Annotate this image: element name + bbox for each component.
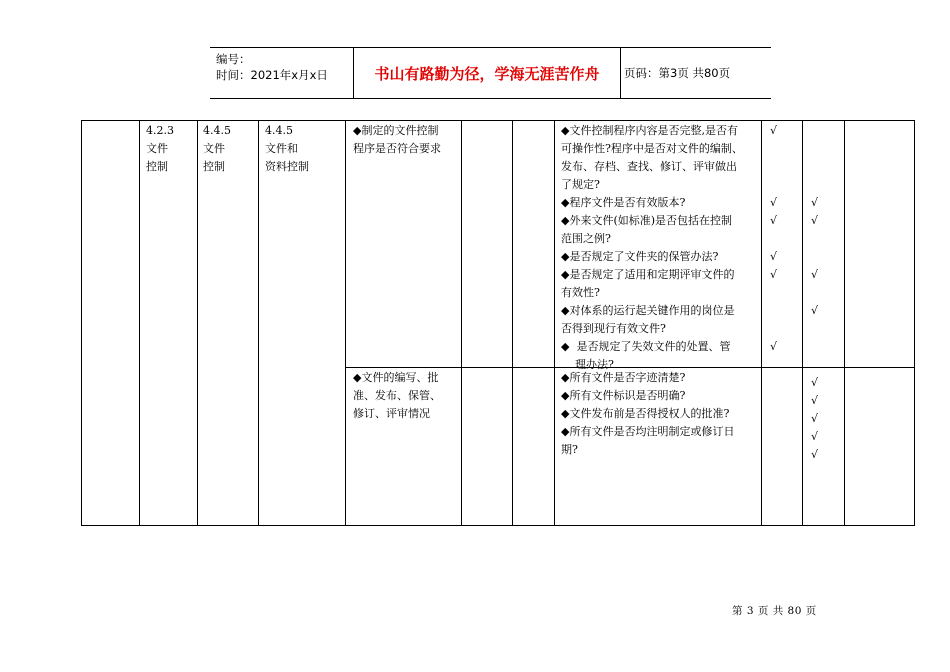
requirement-cell-1 xyxy=(353,122,458,158)
check-item-line: 可操作性?程序中是否对文件的编制、 xyxy=(561,142,743,155)
check-item-line: 范围之例? xyxy=(561,232,611,245)
requirement-line: 程序是否符合要求 xyxy=(353,142,441,155)
clause-title: 文件和 xyxy=(265,142,298,155)
clause-cell-b xyxy=(203,122,231,176)
check-mark: √ xyxy=(770,196,778,209)
check-column-1 xyxy=(766,122,802,522)
check-item-line: ◆外来文件(如标准)是否包括在控制 xyxy=(561,214,733,227)
check-item xyxy=(561,387,761,405)
check-item-line: ◆文件控制程序内容是否完整,是否有 xyxy=(561,124,738,137)
check-item-line: ◆是否规定了文件夹的保管办法? xyxy=(561,250,719,263)
check-mark: √ xyxy=(770,250,778,263)
check-mark: √ xyxy=(770,124,778,137)
check-item-line: ◆所有文件标识是否明确? xyxy=(561,389,686,402)
header-divider xyxy=(353,48,354,98)
check-mark: √ xyxy=(770,268,778,281)
table-grid-line xyxy=(258,121,259,525)
header-page-info: 页码：第3页 共80页 xyxy=(624,66,731,80)
check-item xyxy=(561,369,761,387)
check-item xyxy=(561,194,761,212)
requirement-line: ◆文件的编写、批 xyxy=(353,371,439,384)
clause-title: 文件 xyxy=(146,142,168,155)
check-items-1 xyxy=(561,122,761,374)
clause-number: 4.4.5 xyxy=(203,124,231,137)
check-item xyxy=(561,266,761,302)
document-time-label: 时间：2021年x月x日 xyxy=(216,68,328,82)
check-mark: √ xyxy=(811,412,819,425)
check-mark: √ xyxy=(770,214,778,227)
table-grid-line xyxy=(461,121,462,525)
check-item-line: 了规定? xyxy=(561,178,600,191)
table-grid-line xyxy=(197,121,198,525)
check-item-line: 有效性? xyxy=(561,286,600,299)
requirement-line: 修订、评审情况 xyxy=(353,407,430,420)
table-grid-line xyxy=(844,121,845,525)
check-mark: √ xyxy=(811,268,819,281)
clause-cell-a xyxy=(146,122,174,176)
clause-title: 文件 xyxy=(203,142,225,155)
table-grid-line xyxy=(554,121,555,525)
check-item-line: ◆是否规定了适用和定期评审文件的 xyxy=(561,268,735,281)
check-item-line: ◆文件发布前是否得授权人的批准? xyxy=(561,407,730,420)
check-mark: √ xyxy=(811,214,819,227)
requirement-line: ◆制定的文件控制 xyxy=(353,124,439,137)
clause-title: 控制 xyxy=(203,160,225,173)
check-mark: √ xyxy=(811,394,819,407)
check-items-2 xyxy=(561,369,761,459)
check-item xyxy=(561,248,761,266)
header-meta xyxy=(216,51,328,83)
check-column-2 xyxy=(807,122,843,522)
page-footer: 第 3 页 共 80 页 xyxy=(732,605,817,617)
check-item xyxy=(561,212,761,248)
document-number-label: 编号： xyxy=(216,52,251,66)
check-item xyxy=(561,423,761,459)
check-item xyxy=(561,122,761,194)
check-mark: √ xyxy=(811,196,819,209)
clause-cell-c xyxy=(265,122,309,176)
check-item-line: ◆对体系的运行起关键作用的岗位是 xyxy=(561,304,735,317)
audit-table xyxy=(81,120,915,526)
check-item-line: 否得到现行有效文件? xyxy=(561,322,666,335)
table-grid-line xyxy=(139,121,140,525)
check-mark: √ xyxy=(811,430,819,443)
check-item xyxy=(561,405,761,423)
table-grid-line xyxy=(761,121,762,525)
check-mark: √ xyxy=(811,448,819,461)
header-motto: 书山有路勤为径，学海无涯苦作舟 xyxy=(374,64,600,83)
check-item-line: 期? xyxy=(561,443,578,456)
check-item-line: ◆所有文件是否均注明制定或修订日 xyxy=(561,425,735,438)
page-header xyxy=(210,47,771,99)
check-item-line: 发布、存档、查找、修订、评审做出 xyxy=(561,160,737,173)
check-item-line: ◆程序文件是否有效版本? xyxy=(561,196,686,209)
check-item-line: ◆所有文件是否字迹清楚? xyxy=(561,371,686,384)
table-grid-line xyxy=(802,121,803,525)
clause-title: 控制 xyxy=(146,160,168,173)
check-mark: √ xyxy=(770,340,778,353)
header-divider xyxy=(620,48,621,98)
table-grid-line xyxy=(512,121,513,525)
clause-title: 资料控制 xyxy=(265,160,309,173)
requirement-cell-2 xyxy=(353,369,458,423)
check-item-line: 理办法? xyxy=(561,358,614,371)
check-item-line: ◆ 是否规定了失效文件的处置、管 xyxy=(561,340,731,353)
check-item xyxy=(561,302,761,338)
check-mark: √ xyxy=(811,376,819,389)
requirement-line: 准、发布、保管、 xyxy=(353,389,441,402)
clause-number: 4.4.5 xyxy=(265,124,293,137)
table-grid-line xyxy=(345,121,346,525)
clause-number: 4.2.3 xyxy=(146,124,174,137)
check-mark: √ xyxy=(811,304,819,317)
